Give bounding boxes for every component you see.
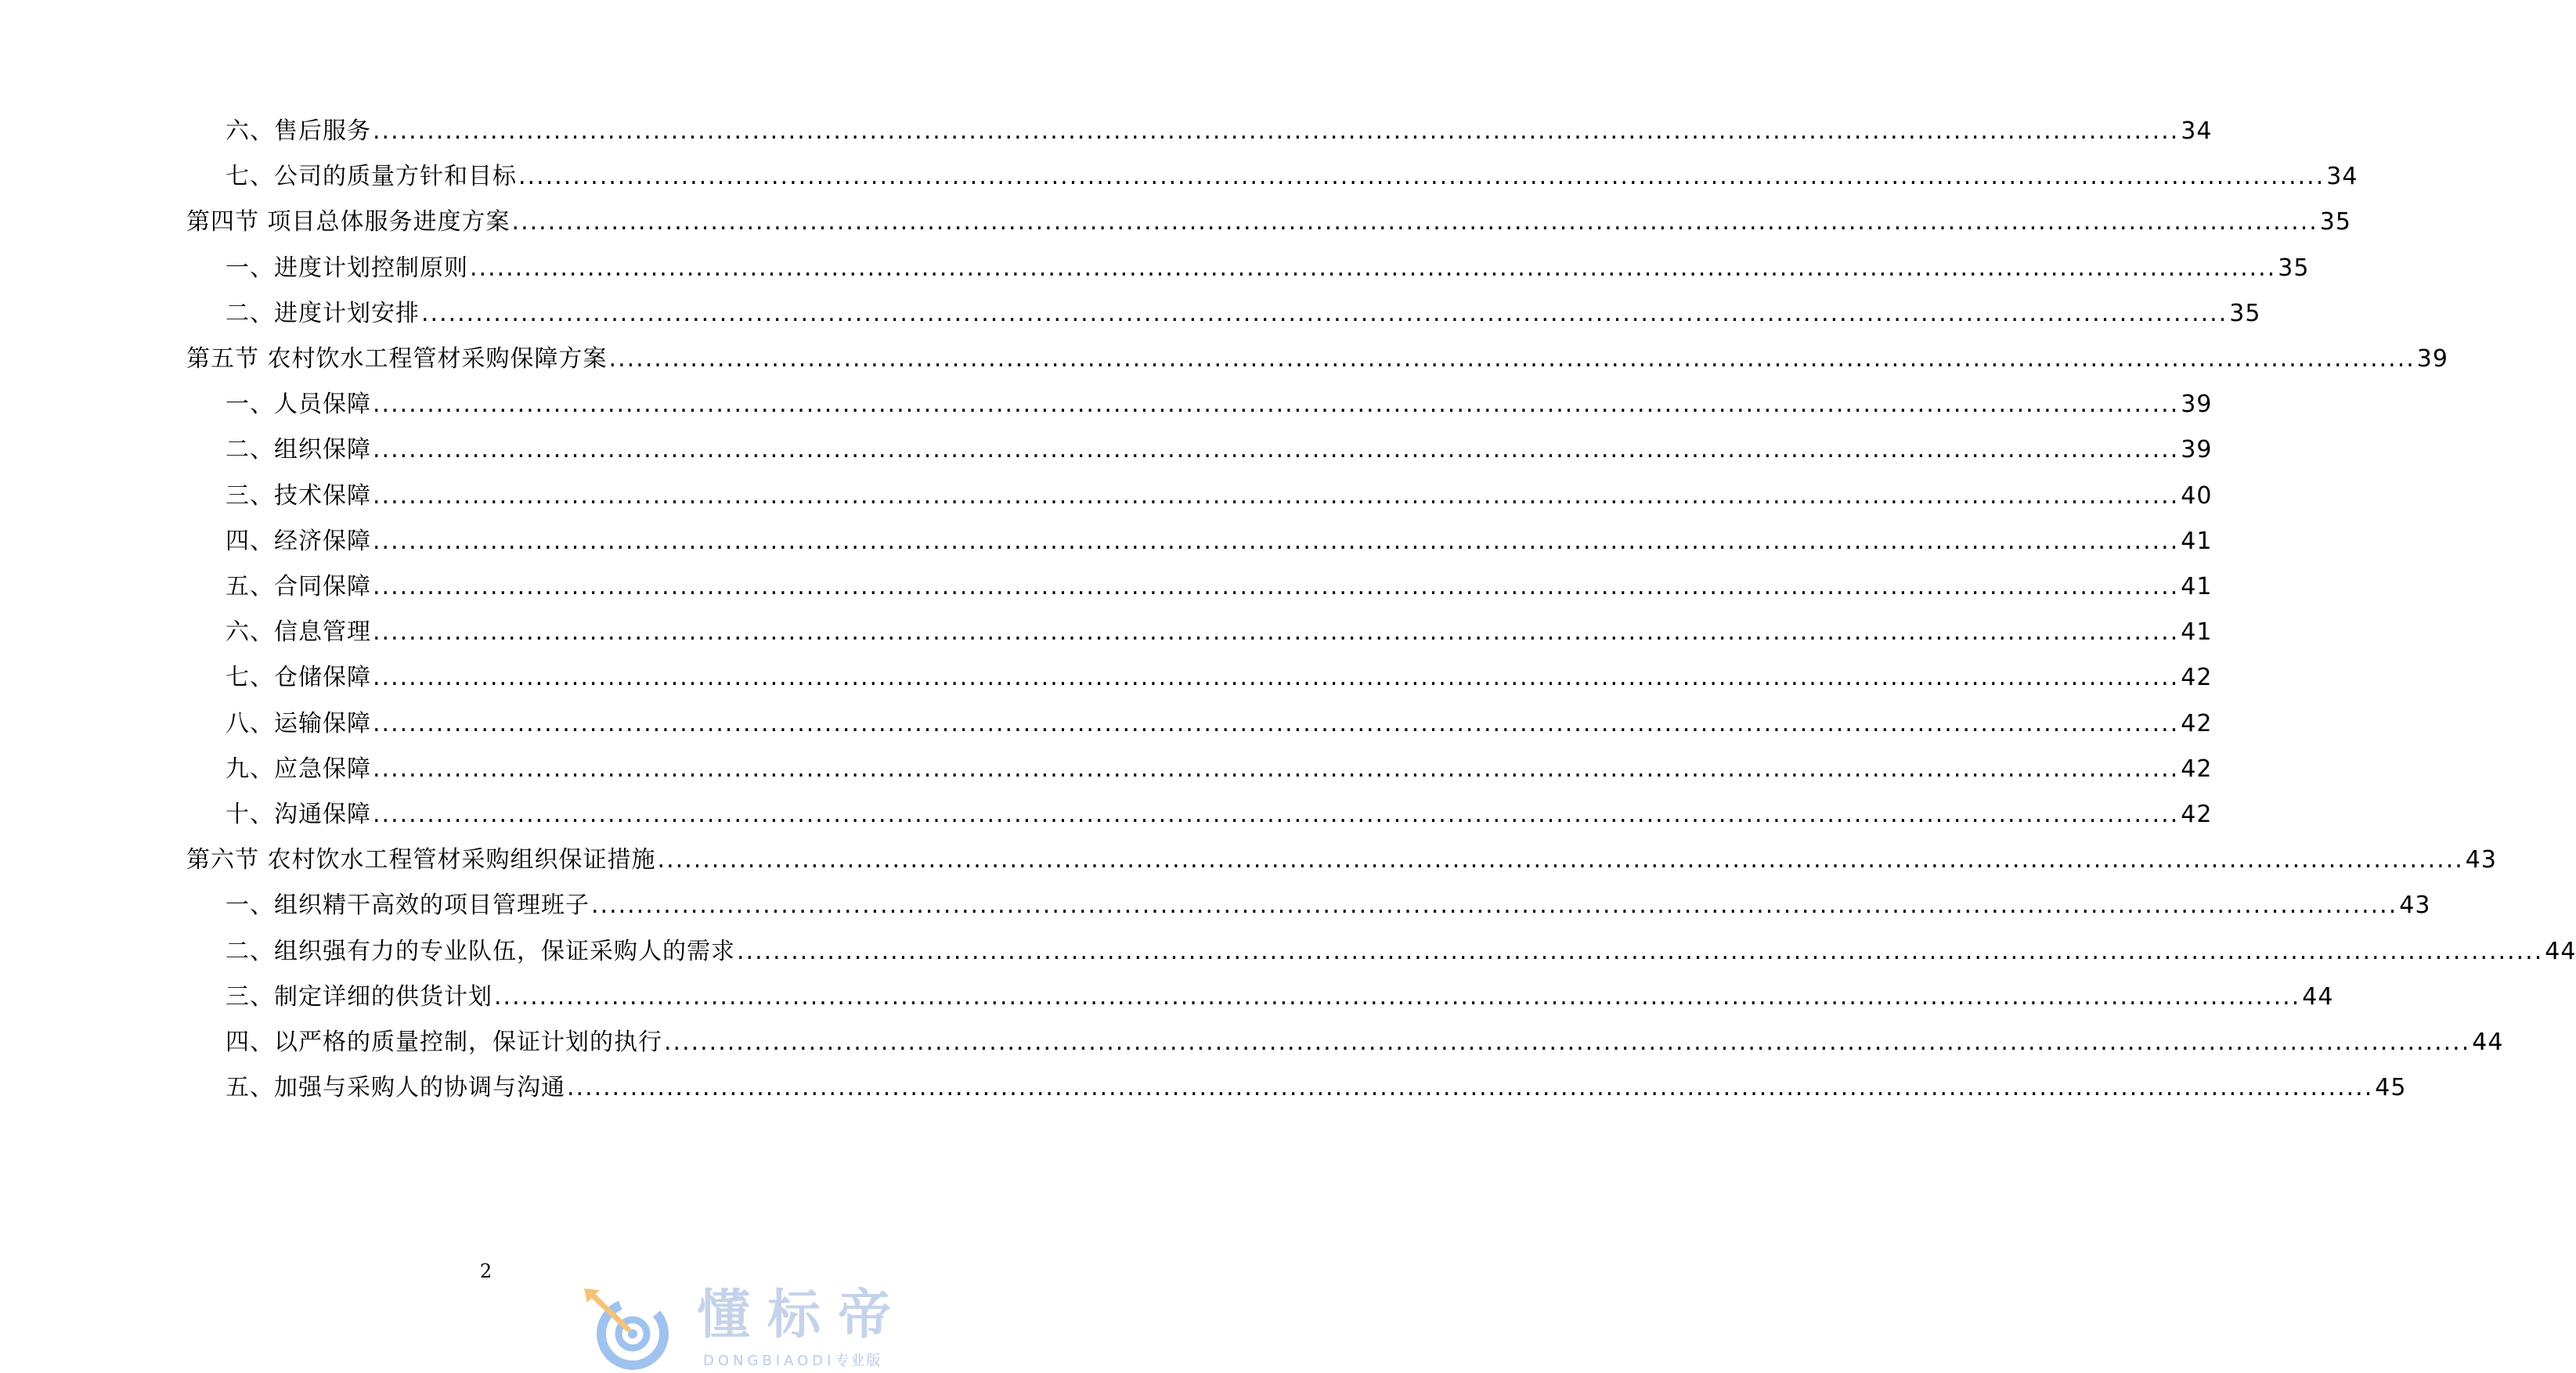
toc-entry [186,203,2351,242]
toc-entry [225,294,2261,333]
toc-entry-page: 42 [2181,664,2213,692]
toc-entry [186,841,2497,880]
toc-entry [225,385,2213,424]
toc-entry-title: 四、经济保障 [225,527,371,555]
toc-entry [225,477,2213,516]
toc-entry-page: 35 [2229,299,2261,327]
toc-entry-page: 41 [2181,573,2213,600]
toc-dot-leader: ........................................................................................................................................................................................................ [373,117,2180,145]
watermark-subtitle-latin: DONGBIAODI [703,1353,835,1369]
toc-entry-page: 35 [2319,208,2351,236]
toc-entry [225,705,2213,744]
toc-entry-title: 十、沟通保障 [225,801,371,828]
toc-entry [225,795,2213,834]
toc-entry-title: 二、进度计划安排 [225,299,420,327]
toc-entry-page: 34 [2326,163,2358,191]
toc-entry-title: 五、合同保障 [225,573,371,600]
toc-dot-leader: ........................................................................................................................................................................................................ [373,618,2180,647]
toc-entry-page: 41 [2181,618,2213,647]
toc-entry-page: 44 [2545,937,2576,965]
toc-entry-page: 39 [2181,436,2213,464]
toc-entry-page: 39 [2181,391,2213,419]
toc-entry-title: 三、制定详细的供货计划 [225,982,492,1011]
toc-entry-page: 45 [2375,1074,2407,1102]
toc-dot-leader: ........................................................................................................................................................................................................ [373,391,2180,419]
toc-dot-leader: ........................................................................................................................................................................................................ [567,1074,2374,1102]
toc-entry-title: 第六节 农村饮水工程管材采购组织保证措施 [186,846,656,874]
toc-entry-page: 34 [2181,117,2213,145]
toc-entry-title: 九、应急保障 [225,755,371,783]
toc-dot-leader: ........................................................................................................................................................................................................ [373,527,2180,555]
toc-entry-title: 四、以严格的质量控制，保证计划的执行 [225,1029,662,1056]
toc-entry-title: 七、公司的质量方针和目标 [225,163,517,191]
toc-entry-page: 44 [2302,982,2334,1011]
toc-dot-leader: ........................................................................................................................................................................................................ [373,709,2180,737]
watermark [579,1282,955,1373]
toc-entry-title: 一、人员保障 [225,391,371,419]
toc-entry [225,1068,2407,1108]
toc-dot-leader: ........................................................................................................................................................................................................ [373,436,2180,464]
toc-dot-leader: ........................................................................................................................................................................................................ [657,846,2464,874]
toc-entry-page: 40 [2181,481,2213,510]
toc-entry [225,522,2213,561]
toc-entry-title: 第四节 项目总体服务进度方案 [186,208,511,236]
toc-entry [225,1023,2504,1062]
toc-dot-leader: ........................................................................................................................................................................................................ [373,573,2180,600]
toc-entry-title: 五、加强与采购人的协调与沟通 [225,1074,565,1102]
watermark-edition: 专业版 [835,1353,882,1369]
toc-entry-page: 42 [2181,801,2213,828]
toc-entry [225,568,2213,607]
toc-entry-title: 七、仓储保障 [225,664,371,692]
toc-dot-leader: ........................................................................................................................................................................................................ [608,345,2415,373]
toc-dot-leader: ........................................................................................................................................................................................................ [664,1029,2471,1056]
toc-dot-leader: ........................................................................................................................................................................................................ [737,937,2544,965]
toc-entry [225,249,2310,288]
toc-entry [225,431,2213,470]
toc-entry-page: 43 [2399,892,2431,920]
toc-entry [225,112,2213,151]
toc-dot-leader: ........................................................................................................................................................................................................ [511,208,2318,236]
toc-entry [186,340,2448,379]
toc-entry-page: 42 [2181,755,2213,783]
toc-entry [225,613,2213,652]
toc-entry-title: 三、技术保障 [225,481,371,510]
toc-entry-page: 44 [2472,1029,2504,1056]
toc-entry [225,658,2213,697]
watermark-brand: 懂标帝 [697,1285,909,1346]
toc-dot-leader: ........................................................................................................................................................................................................ [373,664,2180,692]
toc-entry [225,978,2334,1017]
toc-dot-leader: ........................................................................................................................................................................................................ [494,982,2301,1011]
toc-entry [225,157,2358,196]
toc-dot-leader: ........................................................................................................................................................................................................ [591,892,2398,920]
toc-entry-title: 一、进度计划控制原则 [225,254,468,282]
toc-entry-title: 八、运输保障 [225,709,371,737]
toc-entry [225,886,2431,925]
toc-entry-page: 41 [2181,527,2213,555]
toc-dot-leader: ........................................................................................................................................................................................................ [421,299,2228,327]
target-logo-icon [579,1287,681,1373]
toc-dot-leader: ........................................................................................................................................................................................................ [373,755,2180,783]
toc-dot-leader: ........................................................................................................................................................................................................ [470,254,2277,282]
toc-entry [225,750,2213,789]
page-number: 2 [479,1260,492,1282]
toc-entry-page: 43 [2465,846,2497,874]
toc-entry-title: 二、组织保障 [225,436,371,464]
toc-entry-page: 35 [2278,254,2310,282]
toc-entry-title: 二、组织强有力的专业队伍，保证采购人的需求 [225,937,735,965]
toc-entry-title: 第五节 农村饮水工程管材采购保障方案 [186,345,608,373]
toc-entry [225,932,2576,971]
toc-entry-title: 一、组织精干高效的项目管理班子 [225,892,590,920]
toc-dot-leader: ........................................................................................................................................................................................................ [518,163,2325,191]
toc-entry-title: 六、售后服务 [225,117,371,145]
watermark-subtitle [703,1353,882,1370]
toc-entry-page: 39 [2416,345,2448,373]
toc-dot-leader: ........................................................................................................................................................................................................ [373,801,2180,828]
toc-dot-leader: ........................................................................................................................................................................................................ [373,481,2180,510]
toc-entry-page: 42 [2181,709,2213,737]
toc-entry-title: 六、信息管理 [225,618,371,647]
